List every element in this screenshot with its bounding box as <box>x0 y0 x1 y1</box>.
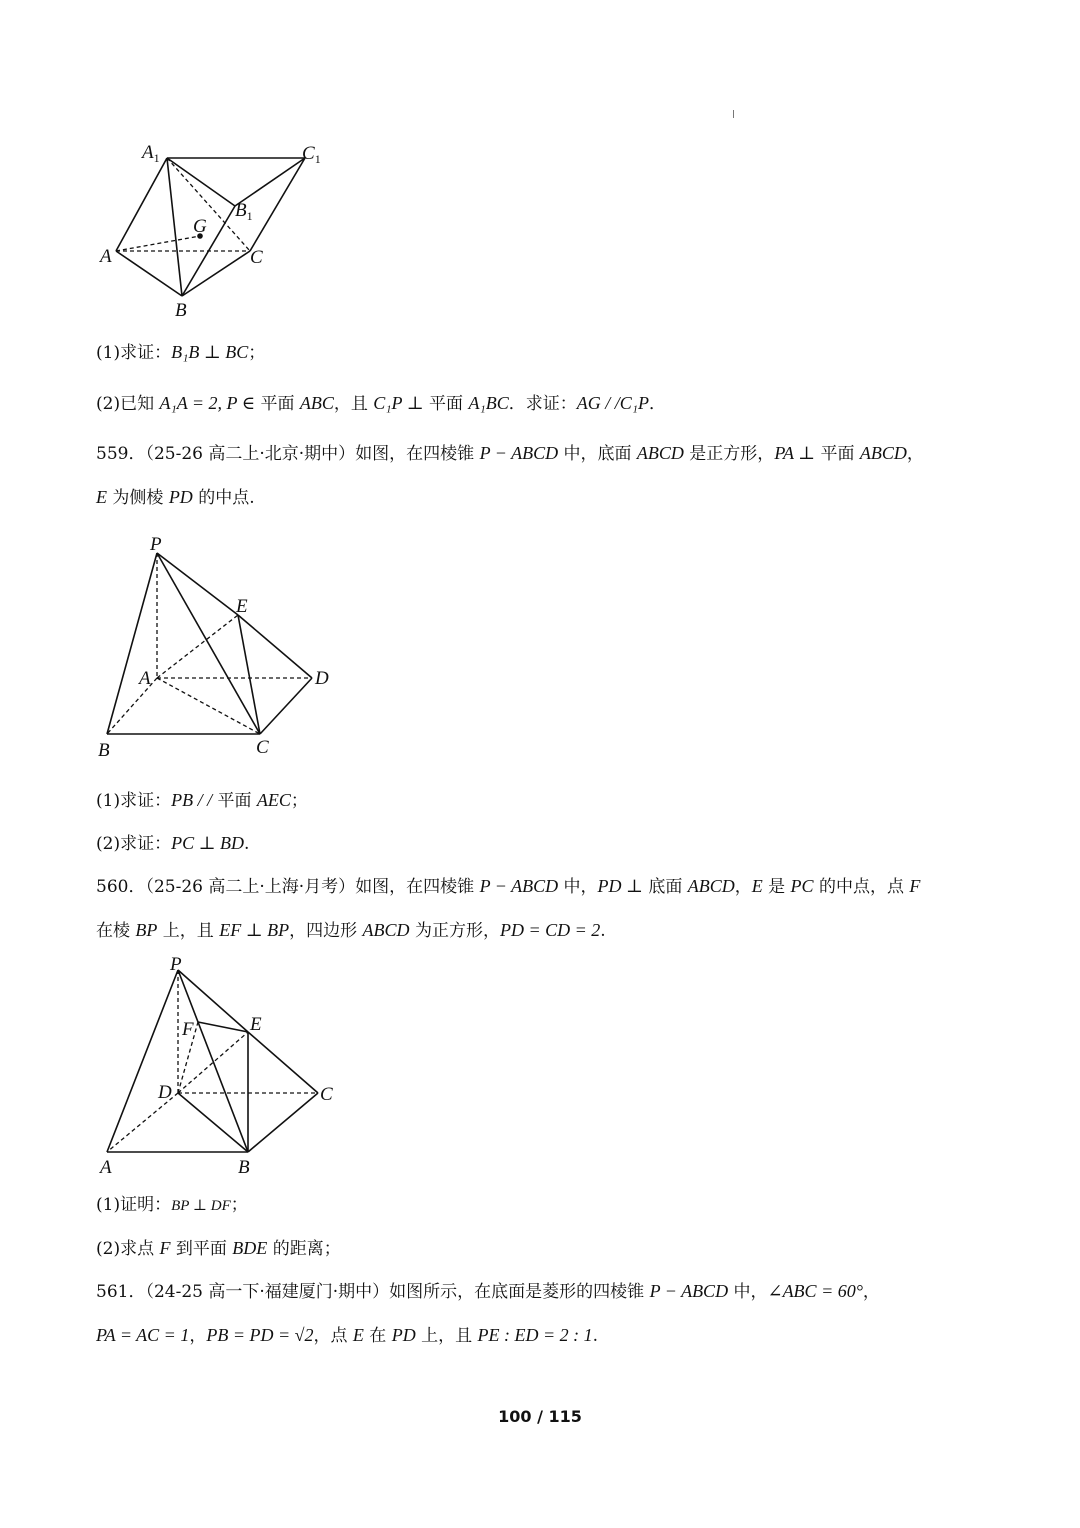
label-D: D <box>315 668 329 689</box>
figure-559-pyramid <box>96 530 346 765</box>
edge-FE <box>198 1022 248 1032</box>
q559-stem-line2: E 为侧棱 PD 的中点. <box>96 487 255 508</box>
q559-part2: (2)求证：PC ⊥ BD. <box>96 833 250 854</box>
label-C: C <box>256 737 269 758</box>
figure-559-svg <box>96 530 346 765</box>
edge-C1B1 <box>235 158 305 206</box>
label-A: A <box>139 668 151 689</box>
label-C: C <box>320 1084 333 1105</box>
edge-A1B1 <box>167 158 235 206</box>
q559-stem-line1: 559．（25-26 高二上·北京·期中）如图，在四棱锥 P − ABCD 中，底面 ABCD 是正方形，PA ⊥ 平面 ABCD， <box>96 443 924 464</box>
label-P: P <box>170 954 182 975</box>
edge-BC <box>248 1093 318 1152</box>
figure-560-svg <box>96 950 356 1185</box>
edge-C1C <box>250 158 305 251</box>
edge-EC <box>248 1032 318 1093</box>
page-number: 100 / 115 <box>498 1407 582 1426</box>
edge-A1B <box>167 158 182 296</box>
edge-A1A <box>116 158 167 251</box>
edge-ED <box>238 615 312 678</box>
label-D: D <box>158 1082 172 1103</box>
label-F: F <box>182 1019 194 1040</box>
label-P: P <box>150 534 162 555</box>
q561-stem-line1: 561．（24-25 高一下·福建厦门·期中）如图所示，在底面是菱形的四棱锥 P − ABCD 中，∠ABC = 60°， <box>96 1281 880 1302</box>
q559-part1: (1)求证：PB / / 平面 AEC； <box>96 790 308 811</box>
edge-PE <box>157 553 238 615</box>
q561-stem-line2: PA = AC = 1，PB = PD = √2，点 E 在 PD 上，且 PE : ED = 2 : 1. <box>96 1325 599 1346</box>
label-G: G <box>193 216 207 237</box>
label-B: B <box>175 300 187 321</box>
label-E: E <box>236 596 248 617</box>
label-C: C <box>250 247 263 268</box>
label-A: A <box>100 1157 112 1178</box>
figure-558-prism <box>96 136 336 321</box>
label-A: A <box>100 246 112 267</box>
label-C1: $C_1$ <box>302 143 321 166</box>
q560-part2: (2)求点 F 到平面 BDE 的距离； <box>96 1238 341 1259</box>
q560-part1: (1)证明：BP ⊥ DF； <box>96 1195 248 1215</box>
stray-mark <box>733 110 734 118</box>
q560-stem-line1: 560．（25-26 高二上·上海·月考）如图，在四棱锥 P − ABCD 中，PD ⊥ 底面 ABCD，E 是 PC 的中点，点 F <box>96 876 921 897</box>
figure-560-pyramid <box>96 950 356 1185</box>
label-B: B <box>98 740 110 761</box>
q558-part1: (1)求证：B₁B ⊥ BC； <box>96 342 266 363</box>
label-E: E <box>250 1014 262 1035</box>
edge-PA <box>107 970 178 1152</box>
figure-558-svg <box>96 136 336 321</box>
q560-stem-line2: 在棱 BP 上，且 EF ⊥ BP，四边形 ABCD 为正方形，PD = CD = 2. <box>96 920 606 941</box>
edge-AB <box>116 251 182 296</box>
edge-BC <box>182 251 250 296</box>
edge-PB <box>178 970 248 1152</box>
label-A1: $A_1$ <box>142 142 160 165</box>
q558-part2: (2)已知 A₁A = 2, P ∈ 平面 ABC，且 C₁P ⊥ 平面 A₁BC．求证：AG / /C₁P． <box>96 393 666 414</box>
edge-PC <box>157 553 260 734</box>
segment-AG <box>116 236 200 251</box>
label-B: B <box>238 1157 250 1178</box>
edge-CD <box>260 678 312 734</box>
label-B1: $B_1$ <box>235 200 253 223</box>
